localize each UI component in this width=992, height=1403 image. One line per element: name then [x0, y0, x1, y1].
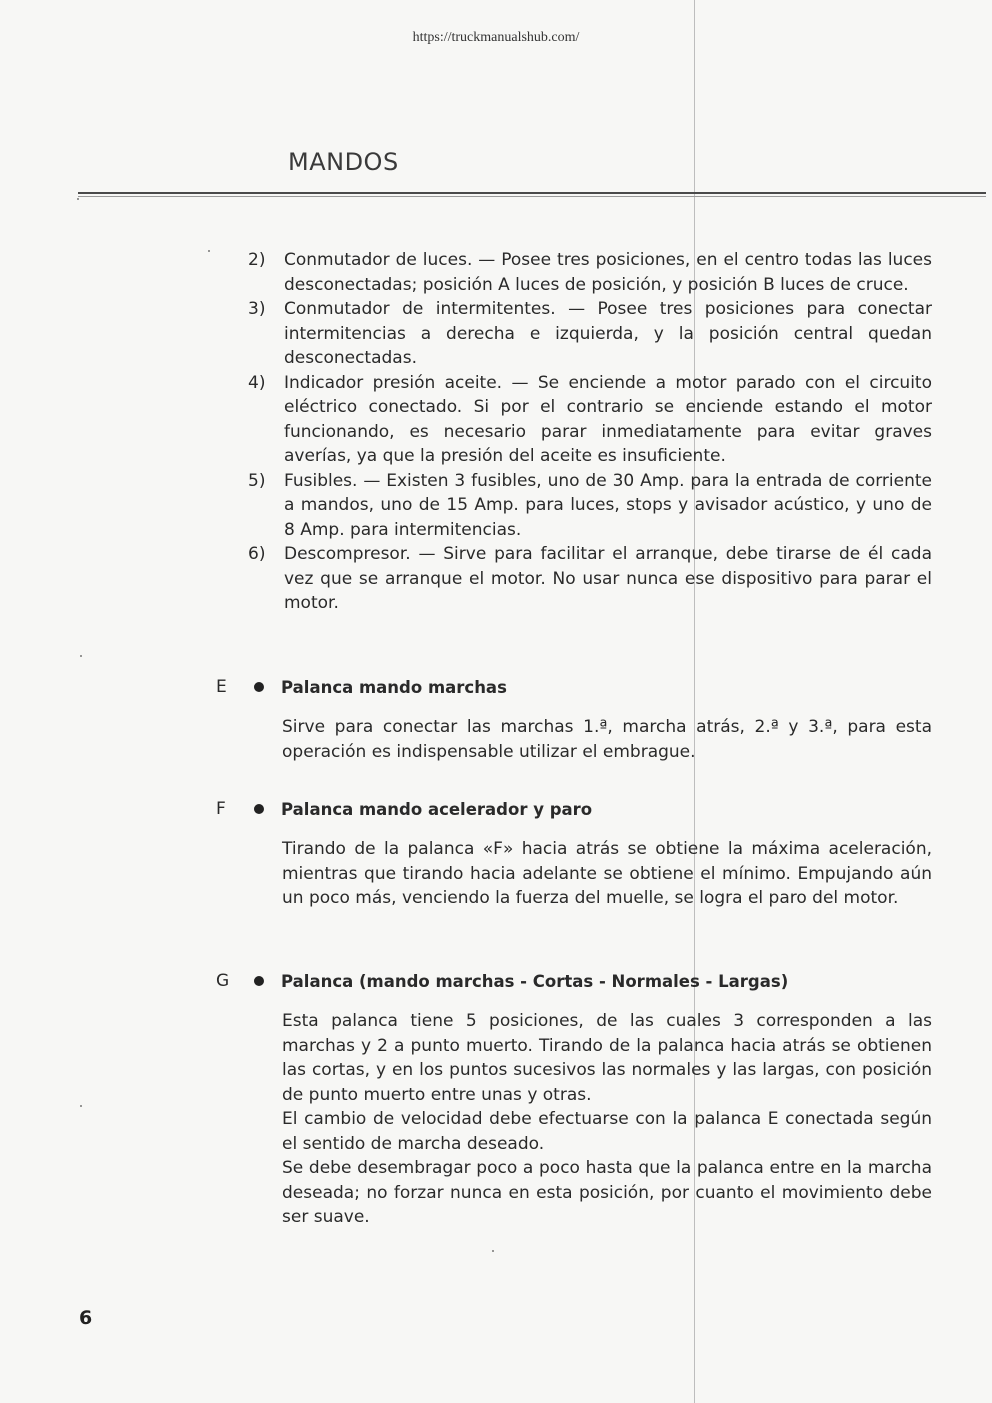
section-title: Palanca mando marchas [281, 677, 507, 697]
list-item-number: 6) [248, 544, 266, 564]
list-item-text: Conmutador de luces. — Posee tres posiciones, en el centro todas las luces desconectadas; posición A luces de posición, y posición B luces de cruce. [284, 250, 932, 295]
list-item [248, 297, 932, 371]
scan-speck [492, 1250, 494, 1252]
list-item [248, 469, 932, 543]
list-item [248, 371, 932, 469]
list-item-text: Conmutador de intermitentes. — Posee tres posiciones para conectar intermitencias a derecha e izquierda, y la posición central quedan desconectadas. [284, 299, 932, 368]
paragraph: Se debe desembragar poco a poco hasta que la palanca entre en la marcha deseada; no forzar nunca en esta posición, por cuanto el movimiento debe ser suave. [282, 1158, 932, 1227]
list-item-number: 2) [248, 250, 266, 270]
scan-speck [208, 250, 210, 252]
list-item [248, 542, 932, 616]
section-letter: F [216, 799, 226, 819]
section-title: Palanca (mando marchas - Cortas - Normales - Largas) [281, 971, 789, 991]
section-heading [216, 969, 932, 993]
page-title: MANDOS [288, 148, 399, 176]
paragraph: Tirando de la palanca «F» hacia atrás se obtiene la máxima aceleración, mientras que tirando hacia adelante se obtiene el mínimo. Empujando aún un poco más, venciendo la fuerza del muelle, se logra el paro del motor. [282, 839, 932, 908]
section-letter: E [216, 677, 227, 697]
section-body [282, 1009, 932, 1230]
header-rule-thin [78, 196, 986, 197]
section-e [216, 675, 932, 764]
paragraph: Sirve para conectar las marchas 1.ª, marcha atrás, 2.ª y 3.ª, para esta operación es indispensable utilizar el embrague. [282, 717, 932, 762]
list-item-number: 5) [248, 470, 266, 491]
bullet-icon [254, 804, 264, 814]
list-item-number: 4) [248, 372, 266, 393]
section-body [282, 715, 932, 764]
source-url[interactable]: https://truckmanualshub.com/ [412, 30, 580, 45]
list-item-number: 3) [248, 299, 266, 319]
section-g [216, 969, 932, 1230]
list-item [248, 248, 932, 297]
list-item-text: Fusibles. — Existen 3 fusibles, uno de 30 Amp. para la entrada de corriente a mandos, uno de 15 Amp. para luces, stops y avisador acústico, y uno de 8 Amp. para intermitencias. [284, 470, 932, 540]
section-title: Palanca mando acelerador y paro [281, 799, 593, 819]
header-rule [78, 192, 986, 194]
section-heading [216, 797, 932, 821]
bullet-icon [254, 682, 264, 692]
section-letter: G [216, 971, 230, 991]
list-item-text: Descompresor. — Sirve para facilitar el arranque, debe tirarse de él cada vez que se arranque el motor. No usar nunca ese dispositivo para parar el motor. [284, 544, 932, 613]
scan-speck [80, 655, 82, 657]
paragraph: El cambio de velocidad debe efectuarse con la palanca E conectada según el sentido de marcha deseado. [282, 1109, 932, 1154]
section-body [282, 837, 932, 911]
scan-speck [80, 1105, 82, 1107]
paragraph: Esta palanca tiene 5 posiciones, de las cuales 3 corresponden a las marchas y 2 a punto muerto. Tirando de la palanca hacia atrás se obtienen las cortas, y en los puntos sucesivos las normales y las largas, con posición de punto muerto entre unas y otras. [282, 1011, 932, 1105]
section-heading [216, 675, 932, 699]
numbered-list [248, 248, 932, 616]
scan-speck [77, 198, 79, 200]
section-f [216, 797, 932, 911]
list-item-text: Indicador presión aceite. — Se enciende a motor parado con el circuito eléctrico conectado. Si por el contrario se enciende estando el motor funcionando, es necesario parar inmediatamente para evitar graves averías, ya que la presión del aceite es insuficiente. [284, 372, 932, 466]
bullet-icon [254, 976, 264, 986]
page-number: 6 [79, 1307, 93, 1329]
